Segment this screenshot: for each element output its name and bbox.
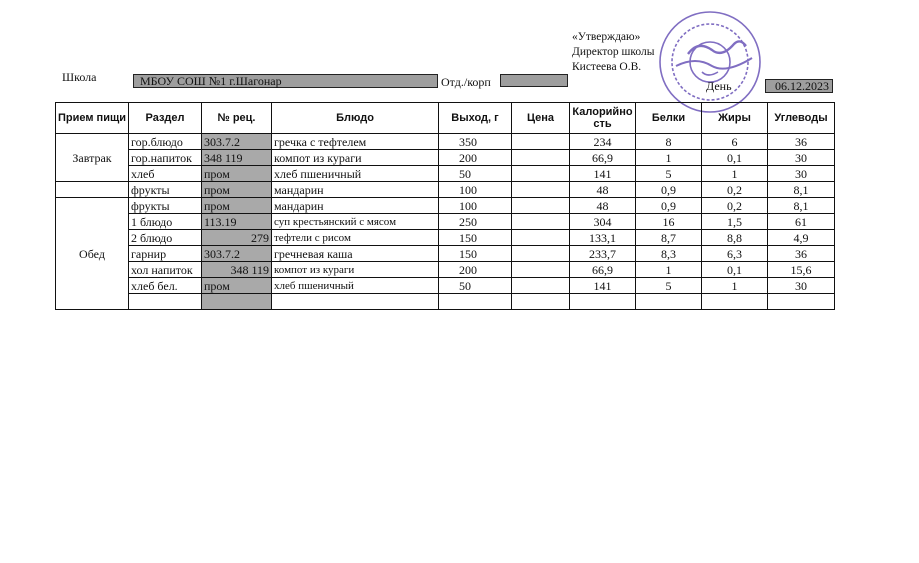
cell-protein (636, 294, 702, 310)
cell-recipe: пром (202, 198, 272, 214)
cell-protein: 8,3 (636, 246, 702, 262)
cell-dish: хлеб пшеничный (272, 278, 439, 294)
dept-field (500, 74, 568, 87)
cell-output: 50 (439, 278, 512, 294)
cell-carbs: 30 (768, 150, 835, 166)
meal-lunch: Обед (56, 198, 129, 310)
approval-title: «Утверждаю» (572, 31, 641, 43)
approval-position: Директор школы (572, 46, 655, 58)
cell-fat: 6,3 (702, 246, 768, 262)
col-header-output: Выход, г (439, 103, 512, 134)
cell-output: 350 (439, 134, 512, 150)
col-header-carbs: Углеводы (768, 103, 835, 134)
cell-dish: гречневая каша (272, 246, 439, 262)
cell-recipe: 303.7.2 (202, 246, 272, 262)
cell-protein: 8,7 (636, 230, 702, 246)
cell-output: 100 (439, 198, 512, 214)
cell-carbs: 61 (768, 214, 835, 230)
cell-section: хол напиток (129, 262, 202, 278)
cell-price (512, 214, 570, 230)
cell-carbs: 36 (768, 246, 835, 262)
cell-output: 200 (439, 150, 512, 166)
cell-recipe: 348 119 (202, 262, 272, 278)
table-row (56, 182, 835, 198)
cell-carbs (768, 294, 835, 310)
cell-section: хлеб бел. (129, 278, 202, 294)
col-header-kcal: Калорийность (570, 103, 636, 134)
cell-protein: 0,9 (636, 182, 702, 198)
cell-carbs: 4,9 (768, 230, 835, 246)
col-header-price: Цена (512, 103, 570, 134)
cell-section: 1 блюдо (129, 214, 202, 230)
cell-output: 150 (439, 246, 512, 262)
cell-price (512, 134, 570, 150)
cell-recipe: 348 119 (202, 150, 272, 166)
cell-protein: 16 (636, 214, 702, 230)
cell-carbs: 30 (768, 166, 835, 182)
cell-fat: 0,2 (702, 182, 768, 198)
table-row (56, 198, 835, 214)
cell-kcal: 234 (570, 134, 636, 150)
cell-recipe: 279 (202, 230, 272, 246)
cell-output: 150 (439, 230, 512, 246)
col-header-recipe: № рец. (202, 103, 272, 134)
cell-recipe: пром (202, 166, 272, 182)
cell-section: гор.блюдо (129, 134, 202, 150)
cell-price (512, 262, 570, 278)
cell-kcal: 304 (570, 214, 636, 230)
cell-recipe: пром (202, 278, 272, 294)
cell-carbs: 8,1 (768, 182, 835, 198)
cell-section: хлеб (129, 166, 202, 182)
cell-fat: 8,8 (702, 230, 768, 246)
cell-fat: 0,1 (702, 150, 768, 166)
table-row (56, 150, 835, 166)
cell-price (512, 278, 570, 294)
cell-fat: 1 (702, 166, 768, 182)
table-row (56, 246, 835, 262)
meal-empty (56, 182, 129, 198)
cell-kcal: 141 (570, 278, 636, 294)
cell-protein: 1 (636, 150, 702, 166)
cell-output: 100 (439, 182, 512, 198)
cell-dish: суп крестьянский с мясом (272, 214, 439, 230)
school-name-field: МБОУ СОШ №1 г.Шагонар (133, 74, 438, 88)
cell-kcal: 48 (570, 198, 636, 214)
col-header-fat: Жиры (702, 103, 768, 134)
cell-dish: компот из кураги (272, 150, 439, 166)
cell-kcal: 233,7 (570, 246, 636, 262)
cell-protein: 5 (636, 278, 702, 294)
cell-output: 200 (439, 262, 512, 278)
cell-kcal: 141 (570, 166, 636, 182)
cell-price (512, 166, 570, 182)
cell-dish: хлеб пшеничный (272, 166, 439, 182)
cell-fat: 6 (702, 134, 768, 150)
cell-protein: 1 (636, 262, 702, 278)
table-row (56, 214, 835, 230)
cell-fat (702, 294, 768, 310)
cell-section: гор.напиток (129, 150, 202, 166)
cell-price (512, 182, 570, 198)
cell-dish: мандарин (272, 182, 439, 198)
col-header-dish: Блюдо (272, 103, 439, 134)
cell-carbs: 15,6 (768, 262, 835, 278)
cell-protein: 8 (636, 134, 702, 150)
cell-price (512, 198, 570, 214)
cell-price (512, 150, 570, 166)
cell-dish (272, 294, 439, 310)
cell-dish: компот из кураги (272, 262, 439, 278)
cell-carbs: 30 (768, 278, 835, 294)
cell-section: фрукты (129, 198, 202, 214)
table-row (56, 230, 835, 246)
col-header-meal: Прием пищи (56, 103, 129, 134)
cell-kcal (570, 294, 636, 310)
cell-recipe (202, 294, 272, 310)
col-header-protein: Белки (636, 103, 702, 134)
cell-carbs: 36 (768, 134, 835, 150)
cell-dish: гречка с тефтелем (272, 134, 439, 150)
approval-name: Кистеева О.В. (572, 61, 642, 73)
cell-recipe: 113.19 (202, 214, 272, 230)
date-field: 06.12.2023 (765, 79, 833, 93)
day-label: День (706, 79, 732, 93)
cell-output (439, 294, 512, 310)
table-row (56, 278, 835, 294)
cell-fat: 1 (702, 278, 768, 294)
col-header-section: Раздел (129, 103, 202, 134)
cell-fat: 0,1 (702, 262, 768, 278)
cell-recipe: пром (202, 182, 272, 198)
table-row (56, 166, 835, 182)
dept-label: Отд./корп (441, 75, 491, 89)
cell-section: 2 блюдо (129, 230, 202, 246)
cell-carbs: 8,1 (768, 198, 835, 214)
table-row-empty (56, 294, 835, 310)
menu-table (55, 102, 835, 310)
table-header-row (56, 103, 835, 134)
cell-section (129, 294, 202, 310)
cell-dish: тефтели с рисом (272, 230, 439, 246)
cell-fat: 0,2 (702, 198, 768, 214)
cell-protein: 5 (636, 166, 702, 182)
cell-output: 50 (439, 166, 512, 182)
cell-kcal: 66,9 (570, 262, 636, 278)
cell-protein: 0,9 (636, 198, 702, 214)
cell-output: 250 (439, 214, 512, 230)
cell-kcal: 66,9 (570, 150, 636, 166)
cell-recipe: 303.7.2 (202, 134, 272, 150)
cell-price (512, 246, 570, 262)
table-row (56, 262, 835, 278)
cell-price (512, 230, 570, 246)
school-label: Школа (62, 70, 97, 84)
meal-breakfast: Завтрак (56, 134, 129, 182)
cell-dish: мандарин (272, 198, 439, 214)
cell-kcal: 48 (570, 182, 636, 198)
cell-section: гарнир (129, 246, 202, 262)
cell-fat: 1,5 (702, 214, 768, 230)
cell-section: фрукты (129, 182, 202, 198)
cell-kcal: 133,1 (570, 230, 636, 246)
cell-price (512, 294, 570, 310)
table-row (56, 134, 835, 150)
